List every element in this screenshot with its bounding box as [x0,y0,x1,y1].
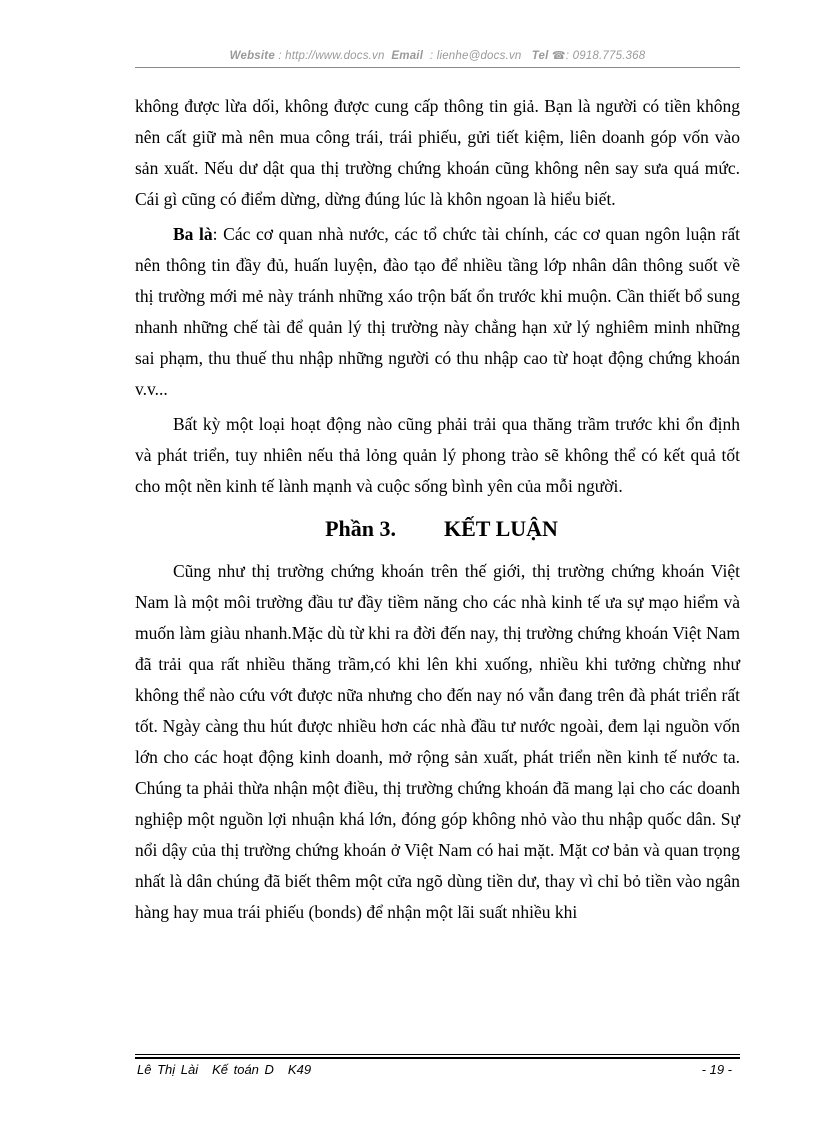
section-title: KẾT LUẬN [444,516,558,541]
footer-divider-thin [135,1054,740,1055]
footer-divider-thick [135,1057,740,1059]
website-url[interactable]: http://www.docs.vn [285,50,385,62]
paragraph-3: Bất kỳ một loại hoạt động nào cũng phải trải qua thăng trầm trước khi ổn định và phát triển, tuy nhiên nếu thả lỏng quản lý phong trào sẽ không thể có kết quả tốt cho một nền kinh tế lành mạnh và cuộc sống bình yên của mỗi người. [135,414,740,496]
website-separator: : [274,50,286,62]
website-label: Website [229,50,275,62]
paragraph-4: Cũng như thị trường chứng khoán trên thế giới, thị trường chứng khoán Việt Nam là một môi trường đầu tư đầy tiềm năng cho các nhà kinh tế ưa sự mạo hiểm và muốn làm giàu nhanh.Mặc dù từ khi ra đời đến nay, thị trường chứng khoán Việt Nam đã trải qua rất nhiều thăng trầm,có khi lên khi xuống, nhiều khi tưởng chừng như không thể nào cứu vớt được nữa nhưng cho đến nay nó vẫn đang trên đà phát triển rất tốt. Ngày càng thu hút được nhiều hơn các nhà đầu tư nước ngoài, đem lại nguồn vốn lớn cho các hoạt động kinh doanh, mở rộng sản xuất, phát triển nền kinh tế nước ta. Chúng ta phải thừa nhận một điều, thị trường chứng khoán đã mang lại cho các doanh nghiệp một nguồn lợi nhuận khá lớn, đóng góp không nhỏ vào thu nhập quốc dân. Sự nổi dậy của thị trường chứng khoán ở Việt Nam có hai mặt. Mặt cơ bản và quan trọng nhất là dân chúng đã biết thêm một cửa ngõ dùng tiền dư, thay vì chỉ bỏ tiền vào ngân hàng hay mua trái phiếu (bonds) để nhận một lãi suất nhiều khi [135,561,740,922]
section-heading [135,514,740,544]
paragraph-2-text: : Các cơ quan nhà nước, các tổ chức tài chính, các cơ quan ngôn luận rất nên thông tin đầy đủ, huấn luyện, đào tạo để nhiều tầng lớp nhân dân thông suốt về thị trường mới mẻ này tránh những xáo trộn bất ổn trước khi muộn. Cần thiết bổ sung nhanh những chế tài để quản lý thị trường này chẳng hạn xử lý nghiêm minh những sai phạm, thu thuế thu nhập những người có thu nhập cao từ hoạt động chứng khoán v.v... [135,224,740,399]
page-header [135,49,740,62]
paragraph-2-lead: Ba là [173,224,213,244]
tel-number: 0918.775.368 [572,50,646,62]
paragraph-2 [135,219,740,405]
email-address[interactable]: lienhe@docs.vn [436,50,522,62]
footer-cohort: K49 [287,1062,312,1077]
footer-author: Lê Thị Lài [137,1062,199,1077]
tel-separator: : [565,50,573,62]
email-separator: : [426,50,437,62]
tel-label: Tel [531,50,549,62]
page-content [135,91,740,932]
header-divider [135,67,740,68]
footer-class: Kế toán D [212,1062,274,1077]
paragraph-1: không được lừa dối, không được cung cấp thông tin giả. Bạn là người có tiền không nên cất giữ mà nên mua công trái, trái phiếu, gửi tiết kiệm, liên doanh góp vốn vào sản xuất. Nếu dư dật qua thị trường chứng khoán cũng không nên say sưa quá mức. Cái gì cũng có điểm dừng, dừng đúng lúc là khôn ngoan là hiểu biết. [135,96,740,209]
footer-author-info [137,1062,311,1077]
phone-icon: ☎ [551,50,566,62]
page-number: - 19 - [701,1062,732,1077]
email-label: Email [391,50,424,62]
section-number: Phần 3. [325,516,396,541]
